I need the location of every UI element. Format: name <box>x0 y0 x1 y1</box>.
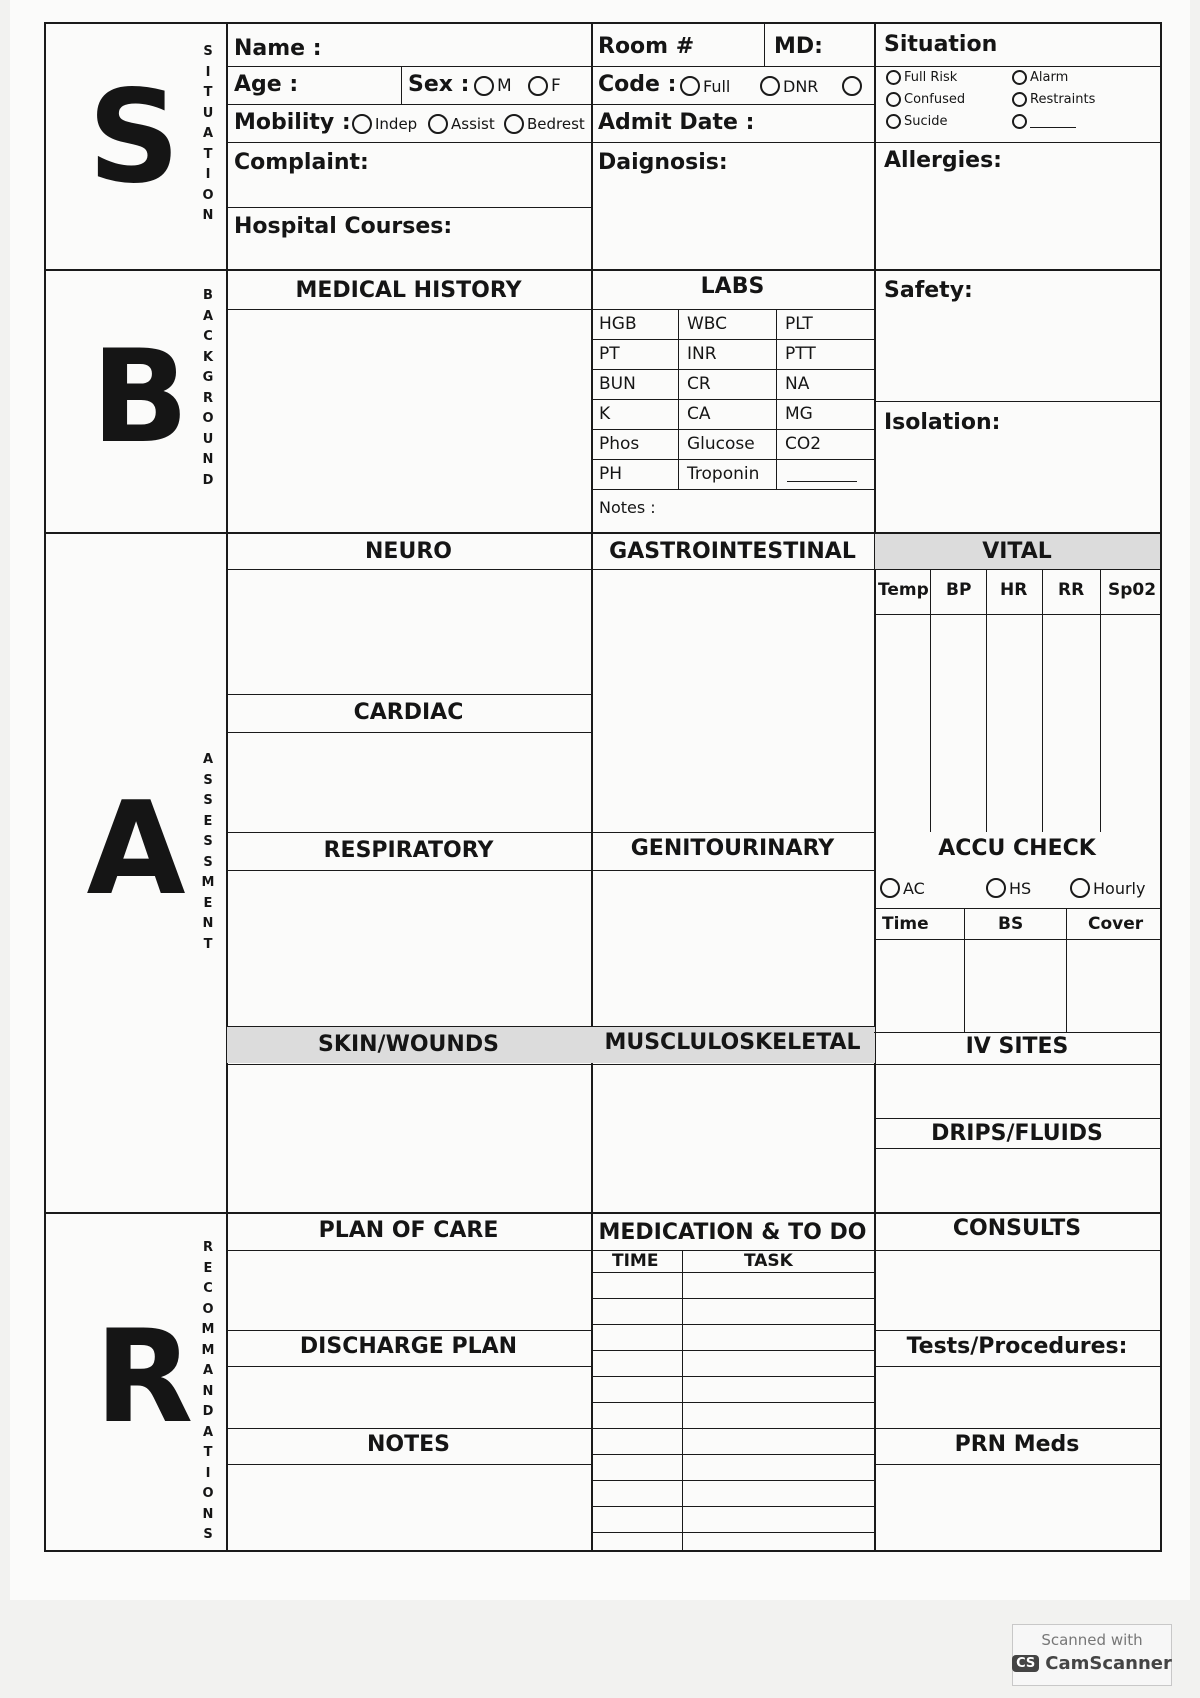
lab-cell: Troponin <box>687 464 760 484</box>
radio-icon <box>680 76 700 96</box>
lab-cell: CA <box>687 404 711 424</box>
full-risk-option[interactable]: Full Risk <box>886 70 957 85</box>
section-word-assessment: A S S E S S M E N T <box>201 752 215 952</box>
lab-cell: PT <box>599 344 620 364</box>
sex-m-option[interactable]: M <box>474 76 512 96</box>
section-word-situation: S I T U A T I O N <box>202 44 214 223</box>
mobility-label: Mobility : <box>234 110 351 135</box>
accu-ac-option[interactable]: AC <box>880 878 925 898</box>
tests-procedures-header: Tests/Procedures: <box>906 1334 1128 1359</box>
mobility-indep-option[interactable]: Indep <box>352 114 417 134</box>
lab-cell: K <box>599 404 611 424</box>
lab-cell: WBC <box>687 314 728 334</box>
allergies-label: Allergies: <box>884 148 1002 173</box>
accu-col-cover: Cover <box>1088 914 1144 934</box>
code-other-option[interactable] <box>842 76 862 96</box>
radio-icon <box>1070 878 1090 898</box>
prn-meds-header: PRN Meds <box>954 1432 1080 1457</box>
labs-grid <box>591 309 874 489</box>
radio-icon <box>1012 92 1027 107</box>
accu-hs-option[interactable]: HS <box>986 878 1031 898</box>
suicide-option[interactable]: Sucide <box>886 114 948 129</box>
name-label: Name : <box>234 36 322 61</box>
labs-notes-label: Notes : <box>599 498 656 517</box>
accu-hourly-option[interactable]: Hourly <box>1070 878 1145 898</box>
section-letter-s: S <box>87 63 181 212</box>
vital-col-rr: RR <box>1058 580 1085 600</box>
vital-header: VITAL <box>982 539 1052 564</box>
blank-line <box>1030 115 1076 128</box>
consults-header: CONSULTS <box>952 1216 1082 1241</box>
lab-cell: Glucose <box>687 434 755 454</box>
radio-icon <box>504 114 524 134</box>
lab-cell: NA <box>785 374 810 394</box>
accu-check-header: ACCU CHECK <box>938 836 1096 861</box>
lab-cell: PTT <box>785 344 816 364</box>
isolation-label: Isolation: <box>884 410 1001 435</box>
diagnosis-label: Daignosis: <box>598 150 728 175</box>
mobility-bedrest-option[interactable]: Bedrest <box>504 114 585 134</box>
room-label: Room # <box>598 34 695 59</box>
watermark-brand-text: CamScanner <box>1045 1653 1172 1674</box>
code-label: Code : <box>598 72 677 97</box>
medication-todo-header: MEDICATION & TO DO <box>598 1220 867 1245</box>
hospital-courses-label: Hospital Courses: <box>234 214 453 239</box>
neuro-header: NEURO <box>365 539 452 564</box>
age-label: Age : <box>234 72 299 97</box>
radio-icon <box>842 76 862 96</box>
vital-col-hr: HR <box>1000 580 1028 600</box>
gastrointestinal-header: GASTROINTESTINAL <box>609 539 856 564</box>
radio-icon <box>1012 70 1027 85</box>
radio-icon <box>886 92 901 107</box>
plan-of-care-header: PLAN OF CARE <box>318 1218 499 1243</box>
med-col-task: TASK <box>744 1251 793 1271</box>
section-letter-a: A <box>86 775 186 924</box>
radio-icon <box>760 76 780 96</box>
lab-cell: CO2 <box>785 434 822 454</box>
radio-icon <box>528 76 548 96</box>
lab-cell: CR <box>687 374 711 394</box>
other-risk-option[interactable] <box>1012 114 1076 129</box>
vital-col-sp02: Sp02 <box>1108 580 1157 600</box>
section-word-background: B A C K G R O U N D <box>202 288 214 488</box>
iv-sites-header: IV SITES <box>965 1034 1069 1059</box>
safety-label: Safety: <box>884 278 973 303</box>
watermark-top-text: Scanned with <box>1041 1631 1143 1649</box>
lab-cell: PLT <box>785 314 813 334</box>
notes-header: NOTES <box>367 1432 450 1457</box>
code-full-option[interactable]: Full <box>680 76 730 96</box>
radio-icon <box>474 76 494 96</box>
vital-col-bp: BP <box>946 580 972 600</box>
respiratory-header: RESPIRATORY <box>323 838 494 863</box>
complaint-label: Complaint: <box>234 150 369 175</box>
alarm-option[interactable]: Alarm <box>1012 70 1068 85</box>
lab-cell: MG <box>785 404 813 424</box>
radio-icon <box>352 114 372 134</box>
mobility-assist-option[interactable]: Assist <box>428 114 495 134</box>
labs-header: LABS <box>700 274 765 299</box>
sex-f-option[interactable]: F <box>528 76 561 96</box>
lab-cell: INR <box>687 344 717 364</box>
accu-col-bs: BS <box>998 914 1024 934</box>
sex-label: Sex : <box>408 72 470 97</box>
radio-icon <box>886 70 901 85</box>
genitourinary-header: GENITOURINARY <box>630 836 835 861</box>
lab-cell: PH <box>599 464 623 484</box>
medication-rows <box>591 1272 874 1550</box>
lab-cell: Phos <box>599 434 640 454</box>
confused-option[interactable]: Confused <box>886 92 965 107</box>
medical-history-header: MEDICAL HISTORY <box>295 278 522 303</box>
radio-icon <box>1012 114 1027 129</box>
med-col-time: TIME <box>612 1251 659 1271</box>
restraints-option[interactable]: Restraints <box>1012 92 1095 107</box>
radio-icon <box>986 878 1006 898</box>
lab-cell: BUN <box>599 374 636 394</box>
md-label: MD: <box>774 34 823 59</box>
radio-icon <box>886 114 901 129</box>
admit-date-label: Admit Date : <box>598 110 755 135</box>
radio-icon <box>880 878 900 898</box>
musculoskeletal-header: MUSCLULOSKELETAL <box>604 1030 861 1055</box>
camscanner-logo-icon: CS <box>1012 1655 1039 1672</box>
code-dnr-option[interactable]: DNR <box>760 76 818 96</box>
drips-fluids-header: DRIPS/FLUIDS <box>931 1121 1103 1146</box>
situation-title: Situation <box>884 32 998 57</box>
accu-col-time: Time <box>882 914 929 934</box>
radio-icon <box>428 114 448 134</box>
blank-line <box>787 481 857 482</box>
sbar-form <box>44 22 1162 1552</box>
section-letter-b: B <box>91 323 189 472</box>
discharge-plan-header: DISCHARGE PLAN <box>299 1334 518 1359</box>
vital-col-temp: Temp <box>878 580 929 600</box>
lab-cell: HGB <box>599 314 637 334</box>
cardiac-header: CARDIAC <box>353 700 464 725</box>
skin-wounds-header: SKIN/WOUNDS <box>318 1032 499 1057</box>
section-word-recommandations: R E C O M M A N D A T I O N S <box>201 1240 215 1542</box>
section-letter-r: R <box>94 1303 194 1452</box>
camscanner-watermark <box>1012 1624 1172 1686</box>
